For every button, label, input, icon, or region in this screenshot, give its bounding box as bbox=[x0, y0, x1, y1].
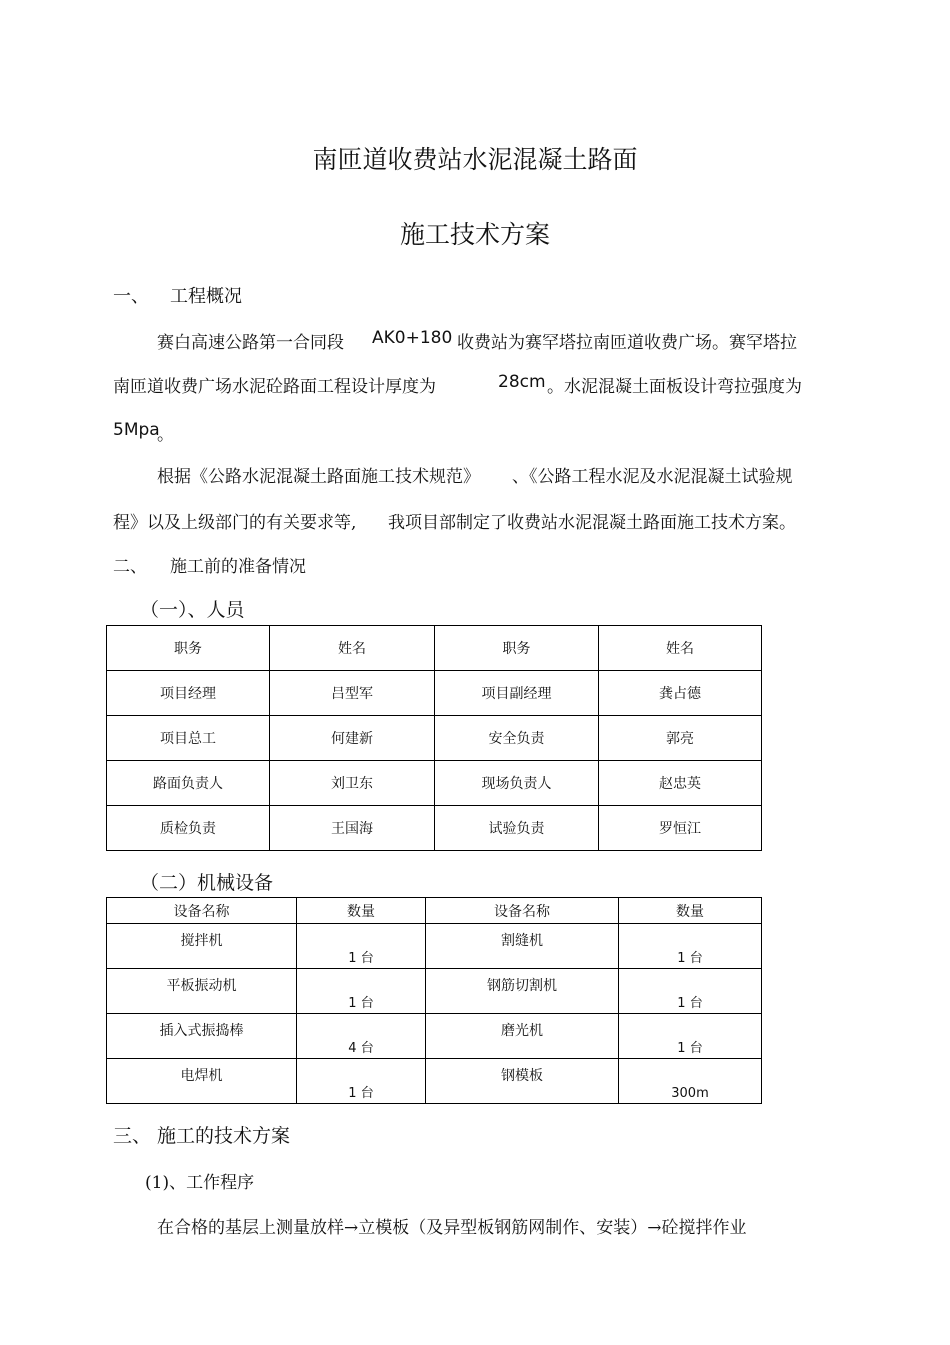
section2-number: 二、 bbox=[113, 557, 147, 577]
table-row bbox=[107, 761, 762, 806]
table-cell: 吕型军 bbox=[270, 671, 435, 716]
para1-line2b: 28cm bbox=[498, 372, 546, 392]
table-row bbox=[107, 626, 762, 671]
para2-line1b: 、《公路工程水泥及水泥混凝土试验规 bbox=[512, 467, 793, 487]
table-row bbox=[107, 671, 762, 716]
table-cell: 试验负责 bbox=[435, 806, 599, 851]
section2-heading: 施工前的准备情况 bbox=[170, 557, 306, 577]
table-cell bbox=[297, 969, 426, 1014]
table-row bbox=[107, 898, 762, 924]
equipment-name: 电焊机 bbox=[180, 1068, 223, 1084]
table-cell: 项目副经理 bbox=[435, 671, 599, 716]
table-cell: 龚占德 bbox=[599, 671, 762, 716]
table-row bbox=[107, 969, 762, 1014]
table-cell bbox=[107, 1014, 297, 1059]
para1-line3-end: 。 bbox=[157, 425, 174, 445]
equipment-qty: 1 台 bbox=[677, 951, 703, 966]
procedure-text: 在合格的基层上测量放样→立模板（及异型板钢筋网制作、安装）→砼搅拌作业 bbox=[157, 1218, 747, 1238]
table-cell bbox=[107, 924, 297, 969]
table-cell bbox=[107, 969, 297, 1014]
table-cell: 路面负责人 bbox=[107, 761, 270, 806]
para1-line2c: 。水泥混凝土面板设计弯拉强度为 bbox=[547, 377, 802, 397]
para2-line2a: 程》以及上级部门的有关要求等, bbox=[113, 513, 357, 533]
table-header: 数量 bbox=[619, 898, 762, 924]
table-cell: 赵忠英 bbox=[599, 761, 762, 806]
equipment-name: 钢筋切割机 bbox=[487, 978, 557, 994]
table-header: 职务 bbox=[107, 626, 270, 671]
table-cell: 郭亮 bbox=[599, 716, 762, 761]
para1-line2a: 南匝道收费广场水泥砼路面工程设计厚度为 bbox=[113, 377, 436, 397]
table-cell bbox=[297, 924, 426, 969]
table-header: 姓名 bbox=[599, 626, 762, 671]
section1-heading: 工程概况 bbox=[170, 286, 242, 307]
table-header: 姓名 bbox=[270, 626, 435, 671]
para1-line3: 5Mpa bbox=[113, 420, 160, 440]
document-title: 南匝道收费站水泥混凝土路面 bbox=[312, 145, 638, 174]
personnel-table bbox=[106, 625, 762, 851]
table-row bbox=[107, 1059, 762, 1104]
para1-line1c: 收费站为赛罕塔拉南匝道收费广场。赛罕塔拉 bbox=[457, 333, 797, 353]
table-cell bbox=[426, 1014, 619, 1059]
table-cell: 安全负责 bbox=[435, 716, 599, 761]
equipment-qty: 1 台 bbox=[348, 996, 374, 1011]
table-cell bbox=[426, 1059, 619, 1104]
table-header: 职务 bbox=[435, 626, 599, 671]
document-subtitle: 施工技术方案 bbox=[399, 220, 550, 249]
table-cell bbox=[297, 1059, 426, 1104]
section1-number: 一、 bbox=[113, 286, 149, 307]
equipment-name: 平板振动机 bbox=[166, 978, 237, 994]
equipment-name: 割缝机 bbox=[501, 933, 543, 949]
para2-line2b: 我项目部制定了收费站水泥混凝土路面施工技术方案。 bbox=[388, 513, 796, 533]
equipment-qty: 1 台 bbox=[677, 996, 703, 1011]
table-cell: 项目经理 bbox=[107, 671, 270, 716]
equipment-name: 钢模板 bbox=[501, 1068, 543, 1084]
table-cell: 现场负责人 bbox=[435, 761, 599, 806]
table-row bbox=[107, 716, 762, 761]
equipment-name: 搅拌机 bbox=[180, 933, 223, 949]
equipment-qty: 4 台 bbox=[348, 1041, 374, 1056]
table-header: 数量 bbox=[297, 898, 426, 924]
table-row bbox=[107, 924, 762, 969]
equipment-qty: 1 台 bbox=[348, 1086, 374, 1101]
equipment-heading: （二）机械设备 bbox=[140, 872, 274, 894]
table-cell bbox=[619, 924, 762, 969]
equipment-qty: 1 台 bbox=[677, 1041, 703, 1056]
para1-line1b: AK0+180 bbox=[372, 328, 453, 348]
table-cell: 项目总工 bbox=[107, 716, 270, 761]
table-cell: 质检负责 bbox=[107, 806, 270, 851]
equipment-qty: 300m bbox=[671, 1086, 709, 1101]
para1-line1a: 赛白高速公路第一合同段 bbox=[157, 333, 344, 353]
equipment-table bbox=[106, 897, 762, 1104]
table-cell bbox=[619, 969, 762, 1014]
table-cell: 王国海 bbox=[270, 806, 435, 851]
table-header: 设备名称 bbox=[426, 898, 619, 924]
table-row bbox=[107, 806, 762, 851]
equipment-name: 磨光机 bbox=[501, 1023, 543, 1039]
table-cell: 刘卫东 bbox=[270, 761, 435, 806]
table-cell bbox=[426, 924, 619, 969]
section3-heading: 三、 施工的技术方案 bbox=[113, 1125, 291, 1147]
equipment-name: 插入式振捣棒 bbox=[159, 1023, 244, 1039]
table-cell: 罗恒江 bbox=[599, 806, 762, 851]
para2-line1a: 根据《公路水泥混凝土路面施工技术规范》 bbox=[157, 467, 480, 487]
procedure-heading: (1)、工作程序 bbox=[145, 1173, 255, 1193]
personnel-heading: （一）、人员 bbox=[140, 599, 245, 621]
table-row bbox=[107, 1014, 762, 1059]
table-cell bbox=[297, 1014, 426, 1059]
table-cell bbox=[107, 1059, 297, 1104]
table-cell bbox=[619, 1059, 762, 1104]
table-cell bbox=[619, 1014, 762, 1059]
table-cell: 何建新 bbox=[270, 716, 435, 761]
table-header: 设备名称 bbox=[107, 898, 297, 924]
table-cell bbox=[426, 969, 619, 1014]
equipment-qty: 1 台 bbox=[348, 951, 374, 966]
